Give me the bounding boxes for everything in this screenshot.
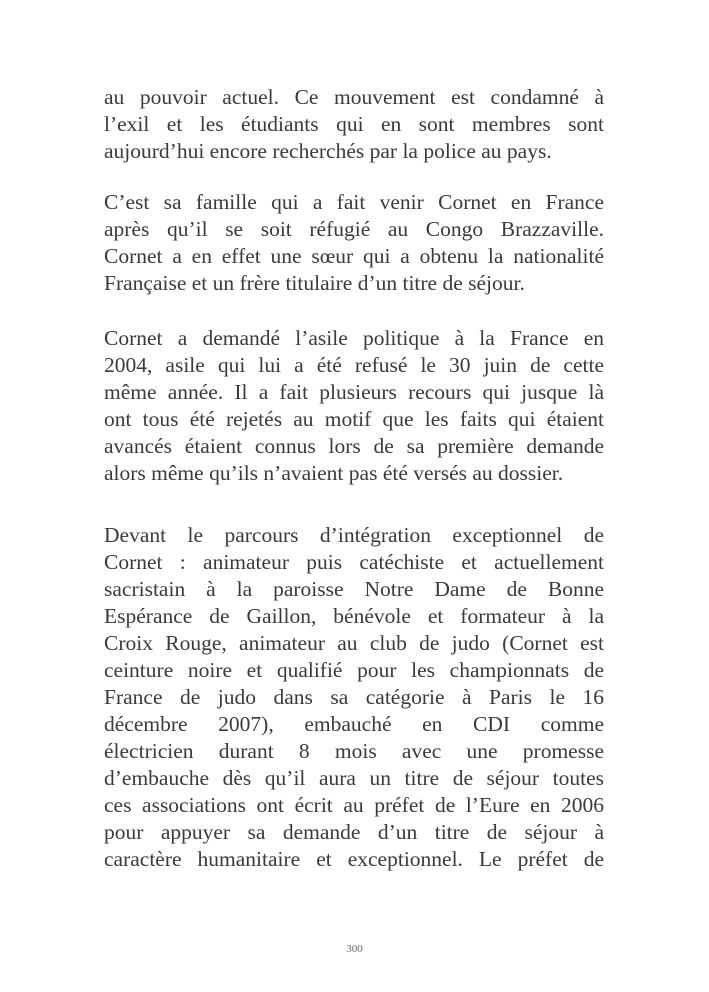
- text-line: France de judo dans sa catégorie à Paris le 16: [104, 685, 604, 709]
- text-line: avancés étaient connus lors de sa première demande: [104, 434, 604, 458]
- text-line: Devant le parcours d’intégration exceptionnel de: [104, 523, 604, 547]
- text-line: Cornet : animateur puis catéchiste et actuellement: [104, 550, 604, 574]
- text-line: aujourd’hui encore recherchés par la police au pays.: [104, 139, 552, 163]
- text-line: après qu’il se soit réfugié au Congo Brazzaville.: [104, 217, 604, 241]
- text-line: Croix Rouge, animateur au club de judo (Cornet est: [104, 631, 604, 655]
- paragraph-2: [104, 189, 604, 297]
- text-line: alors même qu’ils n’avaient pas été versés au dossier.: [104, 461, 564, 485]
- paragraph-3: [104, 325, 604, 487]
- text-line: l’exil et les étudiants qui en sont membres sont: [104, 112, 604, 136]
- text-line: Cornet a en effet une sœur qui a obtenu la nationalité: [104, 244, 604, 268]
- paragraph-1: [104, 84, 604, 165]
- text-line: Cornet a demandé l’asile politique à la France en: [104, 326, 604, 350]
- paragraph-4: [104, 522, 604, 873]
- text-line: ces associations ont écrit au préfet de l’Eure en 2006: [104, 793, 604, 817]
- text-line: ont tous été rejetés au motif que les faits qui étaient: [104, 407, 604, 431]
- text-line: Française et un frère titulaire d’un titre de séjour.: [104, 271, 525, 295]
- text-line: décembre 2007), embauché en CDI comme: [104, 712, 604, 736]
- text-line: au pouvoir actuel. Ce mouvement est condamné à: [104, 85, 604, 109]
- text-line: Espérance de Gaillon, bénévole et formateur à la: [104, 604, 604, 628]
- text-line: C’est sa famille qui a fait venir Cornet en France: [104, 190, 604, 214]
- text-line: même année. Il a fait plusieurs recours qui jusque là: [104, 380, 604, 404]
- page-number: 300: [346, 943, 363, 955]
- text-line: d’embauche dès qu’il aura un titre de séjour toutes: [104, 766, 604, 790]
- text-line: électricien durant 8 mois avec une promesse: [104, 739, 604, 763]
- text-line: pour appuyer sa demande d’un titre de séjour à: [104, 820, 604, 844]
- text-line: 2004, asile qui lui a été refusé le 30 juin de cette: [104, 353, 604, 377]
- text-line: sacristain à la paroisse Notre Dame de Bonne: [104, 577, 604, 601]
- text-line: caractère humanitaire et exceptionnel. Le préfet de: [104, 847, 604, 871]
- text-line: ceinture noire et qualifié pour les championnats de: [104, 658, 604, 682]
